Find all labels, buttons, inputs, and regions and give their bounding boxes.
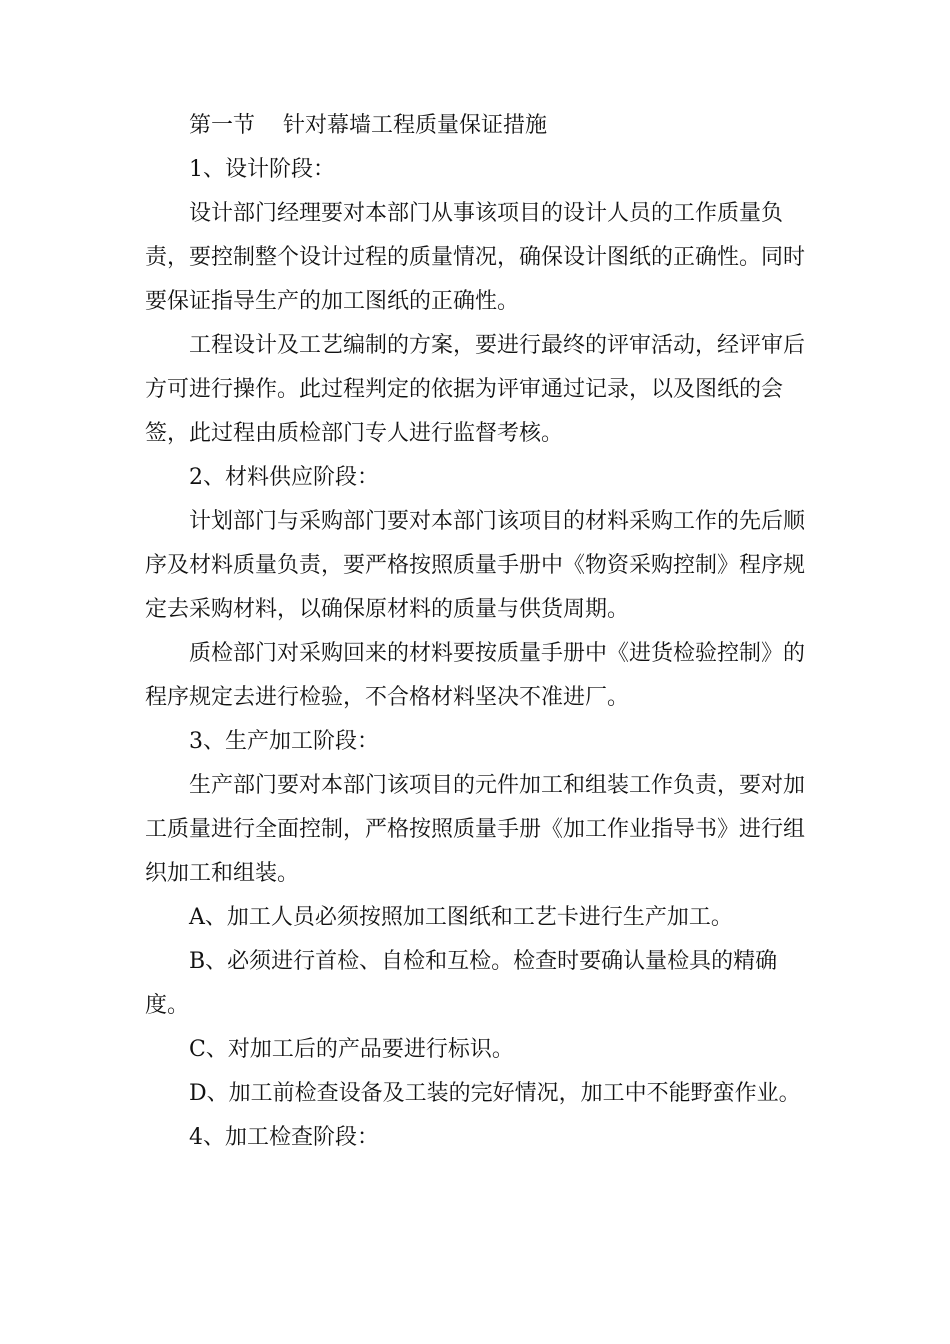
list-item-c: C、对加工后的产品要进行标识。 [189,1037,514,1062]
paragraph-production-department: 生产部门要对本部门该项目的元件加工和组装工作负责，要对加工质量进行全面控制，严格按照质量手册《加工作业指导书》进行组织加工和组装。 [145,773,806,886]
list-item-d: D、加工前检查设备及工装的完好情况，加工中不能野蛮作业。 [189,1081,801,1106]
list-item-a: A、加工人员必须按照加工图纸和工艺卡进行生产加工。 [189,905,733,930]
document-body [145,104,817,1160]
section-title: 针对幕墙工程质量保证措施 [283,113,548,138]
heading-material-supply-stage: 2、材料供应阶段： [189,465,379,490]
heading-design-stage: 1、设计阶段： [189,157,335,182]
heading-production-stage: 3、生产加工阶段： [189,729,379,754]
section-heading [145,104,817,148]
paragraph-procurement: 计划部门与采购部门要对本部门该项目的材料采购工作的先后顺序及材料质量负责，要严格按照质量手册中《物资采购控制》程序规定去采购材料，以确保原材料的质量与供货周期。 [145,509,806,622]
paragraph-incoming-inspection: 质检部门对采购回来的材料要按质量手册中《进货检验控制》的程序规定去进行检验，不合格材料坚决不准进厂。 [145,641,806,710]
paragraph-design-manager: 设计部门经理要对本部门从事该项目的设计人员的工作质量负责，要控制整个设计过程的质量情况，确保设计图纸的正确性。同时要保证指导生产的加工图纸的正确性。 [145,201,806,314]
heading-processing-inspection-stage: 4、加工检查阶段： [189,1125,379,1150]
section-label: 第一节 [189,113,256,138]
list-item-b: B、必须进行首检、自检和互检。检查时要确认量检具的精确度。 [145,949,778,1018]
paragraph-design-review: 工程设计及工艺编制的方案，要进行最终的评审活动，经评审后方可进行操作。此过程判定的依据为评审通过记录，以及图纸的会签，此过程由质检部门专人进行监督考核。 [145,333,806,446]
